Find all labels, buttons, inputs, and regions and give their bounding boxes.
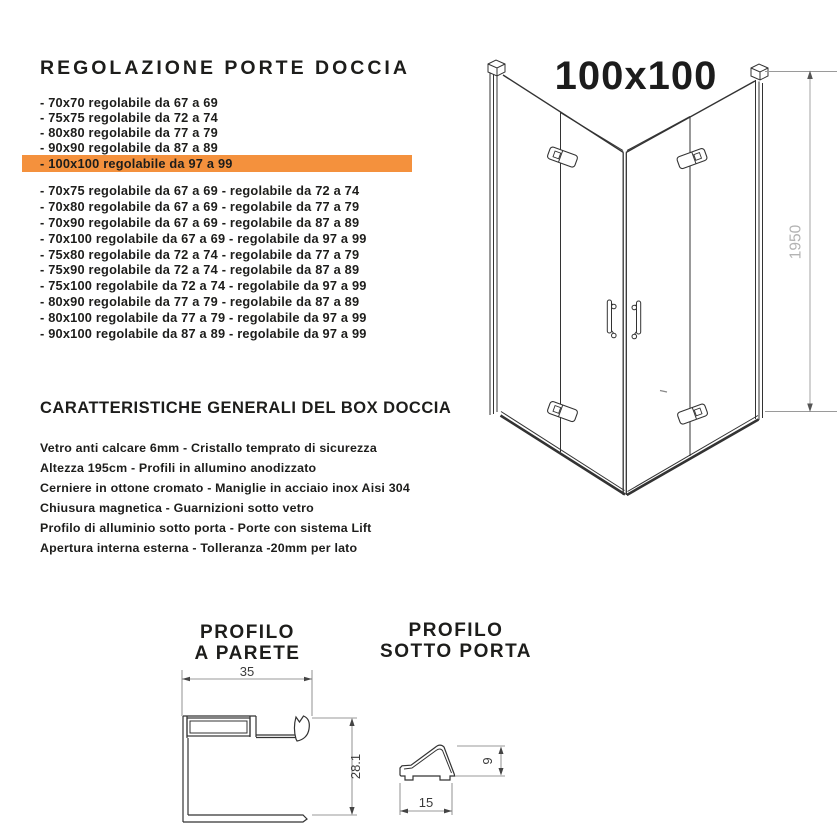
caratteristica-line: Altezza 195cm - Profili in allumino anodizzato bbox=[40, 461, 317, 475]
right-door-top-edge bbox=[627, 117, 690, 151]
parete-height-dim-label: 28.1 bbox=[348, 753, 363, 780]
size-item: - 90x100 regolabile da 87 a 89 - regolabile da 97 a 99 bbox=[40, 326, 367, 342]
size-item: - 75x80 regolabile da 72 a 74 - regolabile da 77 a 79 bbox=[40, 246, 360, 262]
height-dimension bbox=[765, 71, 837, 413]
corner-post bbox=[623, 153, 626, 496]
sotto-porta-height-dimension bbox=[456, 746, 505, 776]
caratteristiche-title: CARATTERISTICHE GENERALI DEL BOX DOCCIA bbox=[40, 399, 452, 417]
size-item: - 75x100 regolabile da 72 a 74 - regolabile da 97 a 99 bbox=[40, 278, 367, 294]
size-item: - 70x75 regolabile da 67 a 69 - regolabile da 72 a 74 bbox=[40, 183, 360, 198]
caratteristica-line: Chiusura magnetica - Guarnizioni sotto vetro bbox=[40, 501, 314, 515]
hinge-bottom-right bbox=[677, 403, 709, 425]
size-item: - 70x100 regolabile da 67 a 69 - regolabile da 97 a 99 bbox=[40, 230, 367, 246]
hinge-bottom-left bbox=[547, 401, 579, 423]
floor-edges bbox=[501, 412, 759, 496]
size-item-highlighted: - 100x100 regolabile da 97 a 99 bbox=[22, 155, 412, 172]
hinge-top-left bbox=[547, 146, 579, 168]
size-item: - 80x90 regolabile da 77 a 79 - regolabile da 87 a 89 bbox=[40, 294, 360, 310]
profilo-sotto-porta-drawing bbox=[380, 735, 545, 820]
profilo-parete-title bbox=[150, 622, 345, 664]
profilo-parete-title-line2: A PARETE bbox=[194, 643, 301, 664]
sotto-porta-width-dim-label: 15 bbox=[418, 795, 434, 810]
glass-reflection-mark bbox=[660, 391, 667, 393]
caratteristica-line: Profilo di alluminio sotto porta - Porte con sistema Lift bbox=[40, 521, 372, 535]
size-label: 100x100 bbox=[554, 54, 718, 98]
regolazione-title: REGOLAZIONE PORTE DOCCIA bbox=[40, 57, 410, 79]
size-item: - 75x75 regolabile da 72 a 74 bbox=[40, 110, 218, 125]
size-item: - 80x80 regolabile da 77 a 79 bbox=[40, 125, 218, 140]
parete-profile-outline bbox=[183, 716, 309, 822]
size-item: - 90x90 regolabile da 87 a 89 bbox=[40, 140, 218, 155]
caratteristica-line: Vetro anti calcare 6mm - Cristallo temprato di sicurezza bbox=[40, 441, 377, 455]
profilo-sotto-porta-title-line1: PROFILO bbox=[408, 620, 504, 641]
right-wall-profile bbox=[751, 64, 768, 420]
size-item: - 80x100 regolabile da 77 a 79 - regolabile da 97 a 99 bbox=[40, 310, 367, 326]
hinge-top-right bbox=[676, 148, 708, 170]
single-size-list bbox=[40, 95, 412, 172]
height-dim-label: 1950 bbox=[787, 224, 805, 260]
combo-size-list bbox=[40, 183, 367, 342]
profilo-sotto-porta-title-line2: SOTTO PORTA bbox=[380, 641, 532, 662]
profilo-parete-drawing bbox=[163, 662, 393, 834]
sotto-porta-height-dim-label: 9 bbox=[480, 757, 495, 765]
left-wall-profile bbox=[488, 60, 505, 415]
size-item: - 70x90 regolabile da 67 a 69 - regolabile da 87 a 89 bbox=[40, 214, 360, 230]
size-item: - 70x80 regolabile da 67 a 69 - regolabile da 77 a 79 bbox=[40, 198, 360, 214]
parete-width-dimension bbox=[182, 664, 312, 716]
left-door-top-edge bbox=[561, 113, 623, 151]
sotto-porta-width-dimension bbox=[400, 783, 452, 815]
profilo-parete-title-line1: PROFILO bbox=[200, 622, 295, 643]
size-item: - 75x90 regolabile da 72 a 74 - regolabile da 87 a 89 bbox=[40, 262, 360, 278]
size-item: - 70x70 regolabile da 67 a 69 bbox=[40, 95, 218, 110]
parete-height-dimension bbox=[312, 718, 363, 815]
caratteristiche-list bbox=[40, 438, 410, 558]
left-door-handle bbox=[607, 300, 616, 338]
caratteristica-line: Cerniere in ottone cromato - Maniglie in acciaio inox Aisi 304 bbox=[40, 481, 410, 495]
profilo-sotto-porta-title bbox=[370, 620, 542, 662]
parete-width-dim-label: 35 bbox=[239, 664, 255, 679]
caratteristica-line: Apertura interna esterna - Tolleranza -20mm per lato bbox=[40, 541, 358, 555]
right-door-handle bbox=[632, 301, 641, 339]
sotto-porta-profile-outline bbox=[400, 745, 455, 780]
shower-box-drawing bbox=[460, 40, 840, 510]
